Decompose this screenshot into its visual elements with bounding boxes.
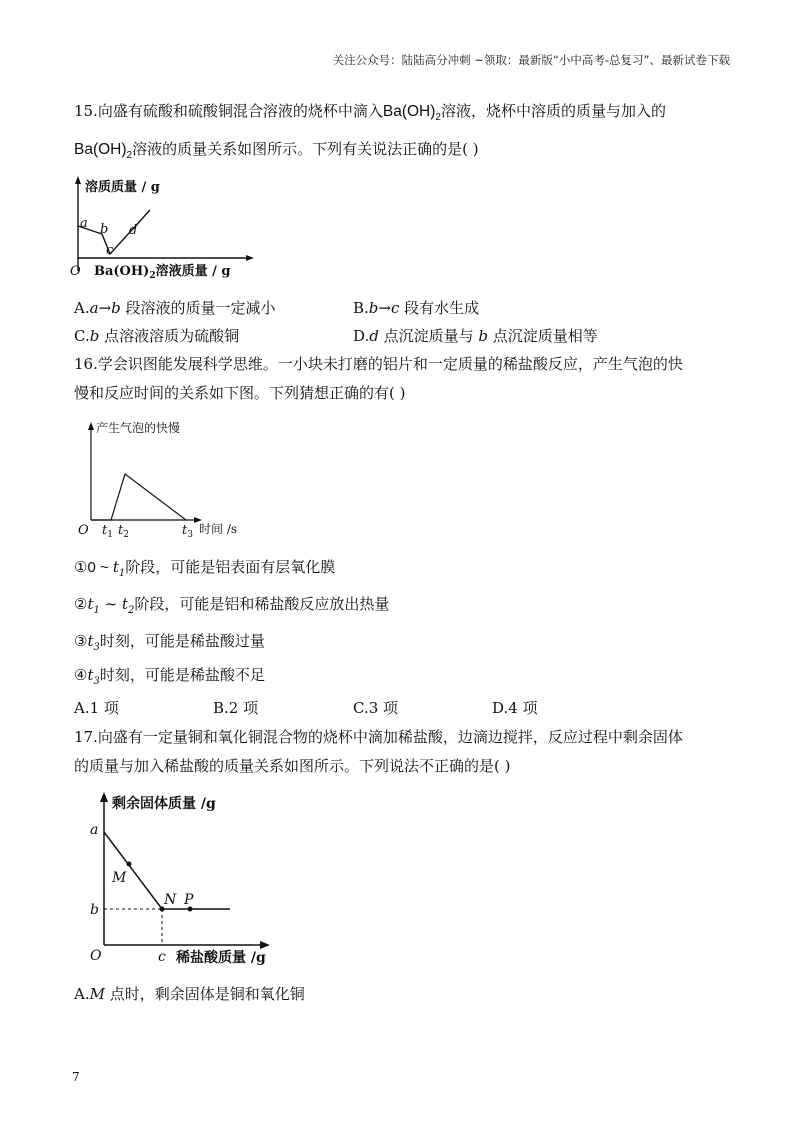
q15-text-1b: 溶液，烧杯中溶质的质量与加入的 [440, 102, 666, 120]
q17-y-label: 剩余固体质量 /g [112, 796, 216, 812]
q17-line-2: 的质量与加入稀盐酸的质量关系如图所示。下列说法不正确的是( ) [74, 757, 511, 775]
q15-point-c: c [106, 243, 114, 258]
q16-option-a[interactable]: A.1 项 [74, 699, 119, 717]
q17-origin: O [90, 948, 102, 964]
q17-x-label: 稀盐酸质量 /g [176, 950, 266, 966]
q16-item-2: $②t_1$ ~ $t_2$阶段，可能是铝和稀盐酸反应放出热量 [74, 595, 390, 616]
q16-x-label: 时间 /s [199, 522, 238, 536]
q15-chem-1: $Ba(OH)_2$ [382, 103, 441, 124]
q17-graph [84, 790, 284, 975]
q15-y-label: 溶质质量 / g [85, 180, 160, 195]
q17-label-n: N [164, 892, 177, 908]
q17-label-c: c [158, 949, 166, 965]
q16-origin: O [78, 523, 89, 538]
q15-y-arrow [75, 176, 81, 184]
q16-y-label: 产生气泡的快慢 [96, 421, 181, 435]
q16-item-1: ①0 ~ $t_1$阶段，可能是铝表面有层氧化膜 [74, 558, 336, 579]
q17-dot-m [127, 862, 132, 867]
q15-graph [70, 176, 270, 286]
page-header: 关注公众号：陆陆高分冲刺 ~领取：最新版“小中高考-总复习”、最新试卷下载 [332, 53, 730, 67]
q15-line-2 [74, 138, 734, 167]
q17-label-m: M [112, 870, 127, 886]
q15-option-a[interactable]: A.a→b 段溶液的质量一定减小 [74, 299, 276, 317]
q16-option-b[interactable]: B.2 项 [213, 699, 259, 717]
q16-item-3: $③t_3$时刻，可能是稀盐酸过量 [74, 632, 265, 653]
q16-tick-t3: $t_3$ [182, 523, 193, 540]
q15-chem-2: $Ba(OH)_2$ [74, 141, 133, 162]
q16-item-4: $④t_3$时刻，可能是稀盐酸不足 [74, 666, 265, 687]
q16-line-2: 慢和反应时间的关系如下图。下列猜想正确的有( ) [74, 384, 406, 402]
q15-line-1 [74, 100, 734, 129]
q15-point-a: a [80, 216, 88, 231]
q17-y-arrow [100, 792, 108, 802]
q16-line-1: 16.学会识图能发展科学思维。一小块未打磨的铝片和一定质量的稀盐酸反应，产生气泡的快 [74, 355, 683, 373]
page-number: 7 [72, 1070, 80, 1084]
q15-text-1: 15.向盛有硫酸和硫酸铜混合溶液的烧杯中滴入 [74, 102, 383, 120]
q15-x-arrow [246, 255, 254, 261]
q15-text-2: 溶液的质量关系如图所示。下列有关说法正确的是( ) [132, 140, 479, 158]
q15-curve [78, 210, 150, 254]
q15-x-label: $Ba(OH)_2$溶液质量 / g [94, 264, 231, 281]
q17-x-arrow [260, 941, 270, 949]
q16-tick-t1: $t_1$ [102, 523, 113, 540]
q16-y-arrow [88, 422, 94, 430]
q17-line-1: 17.向盛有一定量铜和氧化铜混合物的烧杯中滴加稀盐酸，边滴边搅拌，反应过程中剩余固体 [74, 728, 683, 746]
q15-option-b[interactable]: B.b→c 段有水生成 [353, 299, 480, 317]
q16-tick-t2: $t_2$ [118, 523, 129, 540]
q15-origin: O [70, 264, 81, 279]
q16-curve [91, 474, 186, 520]
q15-point-b: b [100, 222, 109, 237]
q15-point-d: d [129, 223, 138, 238]
q15-option-d[interactable]: D.d 点沉淀质量与 b 点沉淀质量相等 [353, 327, 598, 345]
q17-option-a[interactable]: A.M 点时，剩余固体是铜和氧化铜 [74, 985, 305, 1003]
q17-label-b: b [90, 902, 99, 918]
q17-label-p: P [184, 892, 194, 908]
q17-label-a: a [90, 822, 99, 838]
q16-graph [78, 420, 278, 540]
q16-option-d[interactable]: D.4 项 [492, 699, 538, 717]
q15-option-c[interactable]: C.b 点溶液溶质为硫酸铜 [74, 327, 240, 345]
q16-option-c[interactable]: C.3 项 [353, 699, 399, 717]
